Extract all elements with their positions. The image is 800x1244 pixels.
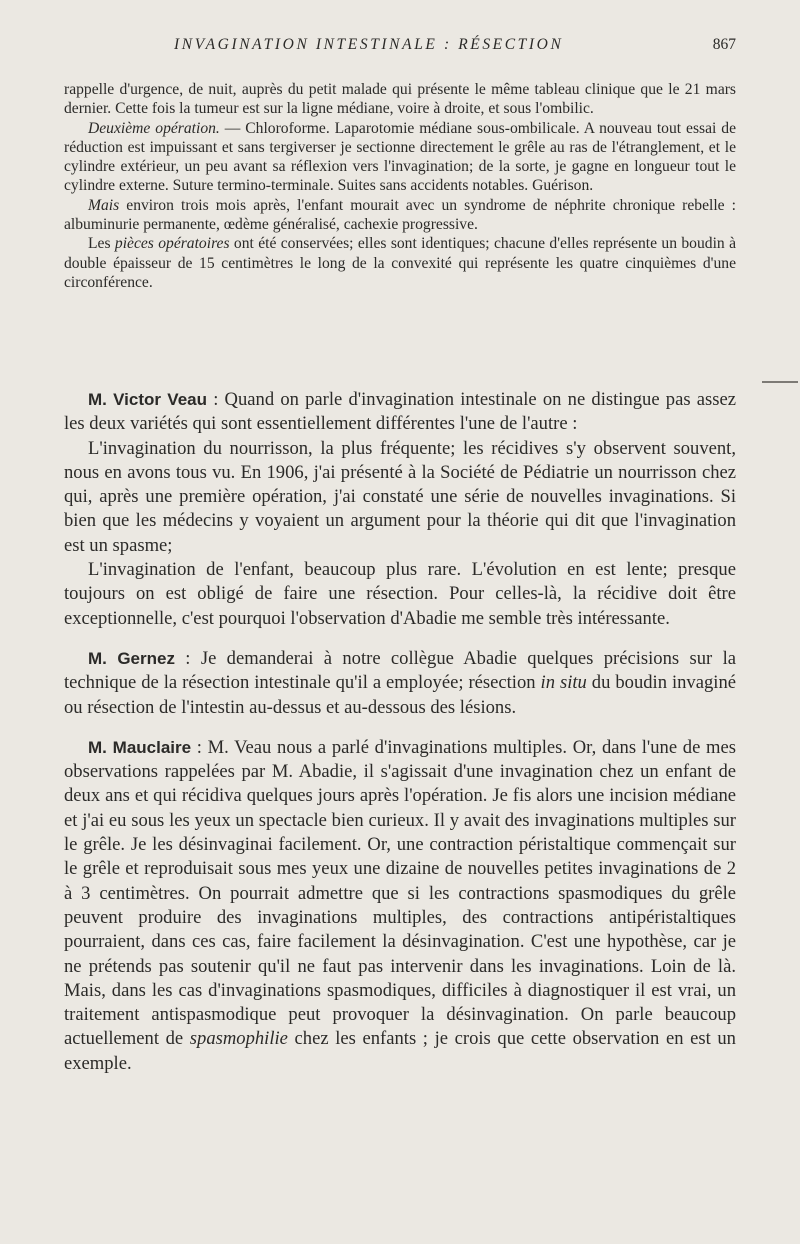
speaker-mauclaire: M. Mauclaire: [88, 737, 192, 757]
case-emphasis: Deuxième opération.: [88, 119, 220, 137]
case-text: ont été conservées; elles sont identiques; chacune d'elles représente un boudin à double épaisseur de 15 centimètres le long de la convexité qui représente les quatre cinquièmes d'une circonférence.: [64, 235, 736, 291]
case-paragraph: [64, 80, 736, 119]
veau-text: : Quand on parle d'invagination intestinale on ne distingue pas assez les deux variétés qui sont essentiellement différentes l'une de l'autre :: [64, 389, 736, 435]
veau-paragraph: [64, 388, 736, 437]
case-paragraph: [64, 196, 736, 235]
case-text: — Chloroforme. Laparotomie médiane sous-ombilicale. A nouveau tout essai de réduction est impuissant et sans tergiverser je sectionne directement le grêle au ras de l'étranglement, et le cylindre extérieur, un peu avant sa réflexion vers l'invagination; de la sorte, je gagne en longueur tout le cylindre externe. Suture termino-terminale. Suites sans accidents notables. Guérison.: [64, 119, 736, 195]
case-text: rappelle d'urgence, de nuit, auprès du petit malade qui présente le même tableau clinique que le 21 mars dernier. Cette fois la tumeur est sur la ligne médiane, voire à droite, et sous l'ombilic.: [64, 81, 736, 118]
case-report: [64, 80, 736, 292]
gernez-text: : Je demanderai à notre collègue Abadie quelques précisions sur la technique de la résection intestinale qu'il a employée; résection: [64, 647, 736, 694]
mauclaire-paragraph: [64, 736, 736, 1076]
case-paragraph: [64, 234, 736, 292]
gernez-paragraph: [64, 647, 736, 720]
speaker-veau: M. Victor Veau: [88, 390, 207, 409]
case-text: environ trois mois après, l'enfant mourait avec un syndrome de néphrite chronique rebelle : albuminurie permanente, œdème généralisé, cachexie progressive.: [64, 196, 736, 234]
page-header: [64, 36, 736, 58]
gernez-emphasis: in situ: [540, 672, 587, 694]
case-paragraph: [64, 119, 736, 196]
gernez-text: du boudin invaginé ou résection de l'intestin au-dessus et au-dessous des lésions.: [64, 672, 736, 718]
speaker-gernez: M. Gernez: [88, 648, 175, 668]
veau-paragraph: [64, 558, 736, 631]
discussion: [64, 388, 736, 1076]
page-number: 867: [712, 36, 736, 53]
veau-text: L'invagination du nourrisson, la plus fréquente; les récidives s'y observent souvent, nous en avons tous vu. En 1906, j'ai présenté à la Société de Pédiatrie un nourrisson chez qui, après une première opération, j'ai constaté une série de nouvelles invaginations. Si bien que les médecins y voyaient un argument pour la théorie qui dit que l'invagination est un spasme;: [64, 437, 736, 556]
margin-mark: [762, 381, 798, 383]
mauclaire-text: : M. Veau nous a parlé d'invaginations multiples. Or, dans l'une de mes observations rappelées par M. Abadie, il s'agissait d'une invagination chez un enfant de deux ans et qui récidiva quelques jours après l'opération. Je fis alors une incision médiane et j'ai eu sous les yeux un spectacle bien curieux. Il y avait des invaginations multiples sur le grêle. Je les désinvaginai facilement. Or, une contraction péristaltique commençait sur le grêle et reproduisait sous mes yeux une dizaine de nouvelles petites invaginations de 2 à 3 centimètres. On pourrait admettre que si les contractions spasmodiques du grêle peuvent produire des invaginations multiples, des contractions antipéristaltiques pourraient, dans ces cas, faire facilement la désinvagination. C'est une hypothèse, car je ne prétends pas soutenir qu'il ne faut pas intervenir dans les invaginations. Loin de là. Mais, dans les cas d'invaginations spasmodiques, difficiles à diagnostiquer il est vrai, un traitement antispasmodique peut provoquer la désinvagination. On parle beaucoup actuellement de: [64, 736, 736, 1050]
veau-text: L'invagination de l'enfant, beaucoup plus rare. L'évolution en est lente; presque toujours on est obligé de faire une résection. Pour celles-là, la récidive doit être exceptionnelle, c'est pourquoi l'observation d'Abadie me semble très intéressante.: [64, 559, 736, 629]
case-emphasis: pièces opératoires: [114, 235, 230, 253]
running-title: INVAGINATION INTESTINALE : RÉSECTION: [174, 36, 564, 53]
mauclaire-text: chez les enfants ; je crois que cette observation en est un exemple.: [64, 1028, 736, 1074]
case-emphasis: Mais: [88, 196, 120, 214]
mauclaire-emphasis: spasmophilie: [189, 1028, 288, 1050]
veau-paragraph: [64, 437, 736, 558]
case-text: Les: [88, 235, 115, 253]
